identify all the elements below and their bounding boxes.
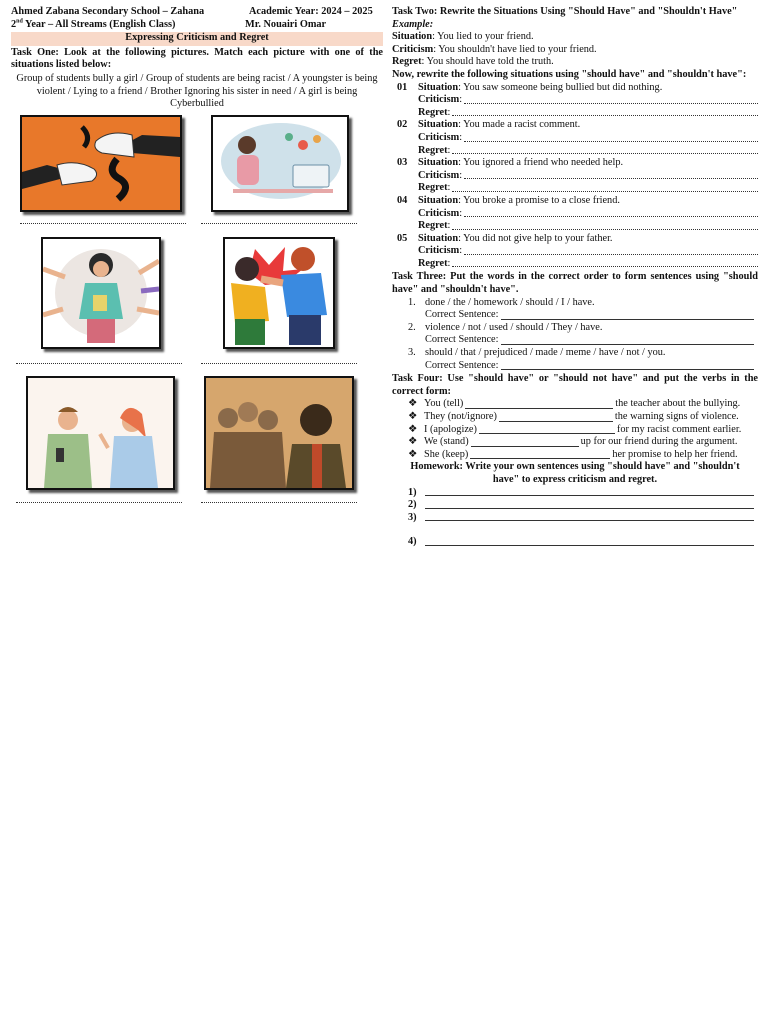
bullet-icon: ❖ (408, 448, 418, 460)
example-criticism: Criticism: You shouldn't have lied to your friend. (392, 43, 597, 55)
picture-grid (11, 114, 383, 514)
criticism-answer-line[interactable] (464, 170, 758, 180)
picture-girl-bullied-group (41, 237, 161, 349)
task-four-item: ❖ We (stand) up for our friend during the argument. (408, 436, 738, 448)
correct-sentence-line[interactable] (501, 309, 754, 320)
answer-line-picture-6[interactable] (201, 502, 357, 503)
correct-sentence-line[interactable] (501, 360, 754, 371)
blank-line[interactable] (479, 424, 615, 435)
teacher-name: Mr. Nouairi Omar (245, 18, 327, 30)
task-three-item: 3. should / that / prejudiced / made / meme / have / not / you. (408, 347, 666, 359)
task-three-item: 2. violence / not / used / should / They / have. (408, 321, 603, 333)
example-situation: Situation: You lied to your friend. (392, 31, 534, 43)
answer-line-picture-2[interactable] (201, 223, 357, 224)
correct-sentence-line[interactable] (501, 334, 754, 345)
task-four-title: Task Four: Use "should have" or "should not have" and put the verbs in the correct form: (392, 373, 758, 397)
task-three-item: 1. done / the / homework / should / I / have. (408, 296, 595, 308)
blank-line[interactable] (499, 411, 613, 422)
picture-violent-youngster (223, 237, 335, 349)
task-two-item: 05 Situation: You did not give help to your father. Criticism : Regret : (392, 233, 758, 271)
page-title: Expressing Criticism and Regret (11, 32, 383, 46)
regret-answer-line[interactable] (452, 182, 758, 192)
answer-line-picture-3[interactable] (16, 363, 182, 364)
example-label: Example: (392, 18, 434, 30)
answer-line-picture-5[interactable] (16, 502, 182, 503)
task-two-item: 03 Situation: You ignored a friend who needed help. Criticism : Regret : (392, 157, 758, 195)
homework-title: Homework: Write your own sentences using "should have" and "shouldn't have" to express criticism and regret. (410, 461, 740, 485)
blank-line[interactable] (465, 398, 613, 409)
school-name: Ahmed Zabana Secondary School – Zahana (11, 6, 205, 17)
example-regret: Regret: You should have told the truth. (392, 56, 554, 68)
class-info: 2nd Year – All Streams (English Class) (11, 18, 176, 30)
task-four-item: ❖ I (apologize) for my racist comment earlier. (408, 423, 742, 435)
answer-line-picture-4[interactable] (201, 363, 357, 364)
criticism-answer-line[interactable] (464, 94, 758, 104)
task-four-item: ❖ She (keep) her promise to help her friend. (408, 448, 738, 460)
task-four-item: ❖ They (not/ignore) the warning signs of violence. (408, 411, 739, 422)
task-two-item: 01 Situation: You saw someone being bullied but did nothing. Criticism : Regret : (392, 82, 758, 120)
task-three-list: 1. done / the / homework / should / I / have. Correct Sentence: 2. violence / not / used / should / They / have. Correct Sentence: 3. should / that / prejudiced / made / meme / have / not / you. Correct Sentence: (392, 297, 758, 373)
task-two-instruction: Now, rewrite the following situations using "should have" and "shouldn't have": (392, 68, 747, 80)
academic-year: Academic Year: 2024 – 2025 (249, 6, 373, 17)
homework-list (392, 487, 758, 549)
bullet-icon: ❖ (408, 423, 418, 435)
bullet-icon: ❖ (408, 398, 418, 410)
task-two-item: 02 Situation: You made a racist comment. Criticism : Regret : (392, 119, 758, 157)
criticism-answer-line[interactable] (464, 208, 758, 218)
homework-item: 2) (392, 499, 758, 512)
criticism-answer-line[interactable] (464, 245, 758, 255)
task-two-item: 04 Situation: You broke a promise to a close friend. Criticism : Regret : (392, 195, 758, 233)
picture-friends-arguing (26, 376, 175, 490)
bullet-icon: ❖ (408, 411, 418, 422)
bullet-icon: ❖ (408, 436, 418, 448)
picture-racist-group (204, 376, 354, 490)
homework-line[interactable] (425, 512, 754, 522)
picture-handshake-refused (20, 115, 182, 212)
homework-line[interactable] (425, 487, 754, 497)
task-two-title: Task Two: Rewrite the Situations Using "Should Have" and "Shouldn't Have" (392, 6, 738, 17)
homework-line[interactable] (425, 499, 754, 509)
right-column (392, 6, 758, 549)
left-column (11, 6, 383, 514)
task-four-item: ❖ You (tell) the teacher about the bullying. (408, 398, 741, 410)
task-two-list (392, 82, 758, 271)
task-one-title: Task One: Look at the following pictures. Match each picture with one of the situations listed below: (11, 46, 383, 71)
homework-item: 4) (392, 536, 758, 549)
answer-line-picture-1[interactable] (20, 223, 186, 224)
blank-line[interactable] (471, 436, 579, 447)
homework-item: 3) (392, 512, 758, 525)
task-three-title: Task Three: Put the words in the correct order to form sentences using "should have" and "shouldn't have". (392, 271, 758, 296)
homework-item: 1) (392, 487, 758, 500)
homework-line[interactable] (425, 536, 754, 546)
regret-answer-line[interactable] (452, 145, 758, 155)
regret-answer-line[interactable] (452, 220, 758, 230)
header-row-2 (11, 19, 383, 32)
blank-line[interactable] (470, 449, 610, 460)
header-row-1 (11, 6, 383, 19)
regret-answer-line[interactable] (452, 258, 758, 268)
task-four-list (392, 398, 758, 461)
criticism-answer-line[interactable] (464, 132, 758, 142)
picture-cyberbullied-girl (211, 115, 349, 212)
regret-answer-line[interactable] (452, 107, 758, 117)
task-one-situations: Group of students bully a girl / Group of students are being racist / A youngster is being violent / Lying to a friend / Brother Ignoring his sister in need / A girl is being Cyberbullied (16, 72, 378, 110)
